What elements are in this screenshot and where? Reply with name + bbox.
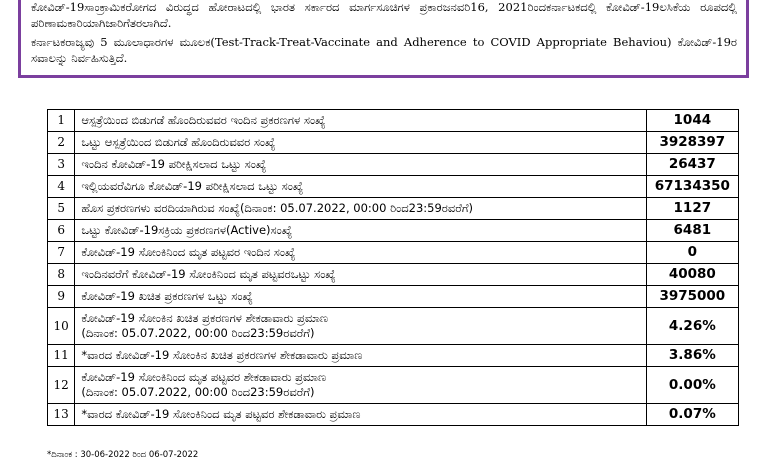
table-row (48, 220, 739, 242)
table-row (48, 404, 739, 426)
row-value: 40080 (646, 264, 738, 286)
row-label: ಕೋವಿಡ್-19 ಸೋಂಕಿನಿಂದ ಮೃತ ಪಟ್ಟವರ ಇಂದಿನ ಸಂಖ್ಯೆ (75, 242, 646, 264)
row-label: ಆಸ್ಪತ್ರೆಯಿಂದ ಬಿಡುಗಡೆ ಹೊಂದಿರುವವರ ಇಂದಿನ ಪ್ರಕರಣಗಳ ಸಂಖ್ಯೆ (75, 110, 646, 132)
row-number: 12 (48, 367, 75, 404)
row-value: 3975000 (646, 286, 738, 308)
row-value: 26437 (646, 154, 738, 176)
footnote: *ದಿನಾಂಕ : 30-06-2022 ರಿಂದ 06-07-2022 (47, 450, 199, 460)
table-row (48, 176, 739, 198)
row-number: 13 (48, 404, 75, 426)
row-label: ಇಲ್ಲಿಯವರೆವಿಗೂ ಕೋವಿಡ್-19 ಪರೀಕ್ಷಿಸಲಾದ ಒಟ್ಟು ಸಂಖ್ಯೆ (75, 176, 646, 198)
row-number: 11 (48, 345, 75, 367)
row-number: 6 (48, 220, 75, 242)
table-row (48, 286, 739, 308)
row-value: 1044 (646, 110, 738, 132)
row-number: 7 (48, 242, 75, 264)
row-number: 5 (48, 198, 75, 220)
table-row (48, 345, 739, 367)
row-label: ಹೊಸ ಪ್ರಕರಣಗಳು ವರದಿಯಾಗಿರುವ ಸಂಖ್ಯೆ(ದಿನಾಂಕ: 05.07.2022, 00:00 ರಿಂದ23:59ರವರೆಗೆ) (75, 198, 646, 220)
row-label-date: (ದಿನಾಂಕ: 05.07.2022, 00:00 ರಿಂದ23:59ರವರೆಗೆ) (81, 385, 315, 399)
table-row (48, 264, 739, 286)
row-value: 67134350 (646, 176, 738, 198)
row-label (75, 367, 646, 404)
table-row (48, 367, 739, 404)
row-label: ಕೋವಿಡ್-19 ಖಚಿತ ಪ್ರಕರಣಗಳ ಒಟ್ಟು ಸಂಖ್ಯೆ (75, 286, 646, 308)
row-label: ಇಂದಿನವರೆಗೆ ಕೋವಿಡ್-19 ಸೋಂಕಿನಿಂದ ಮೃತ ಪಟ್ಟವರಒಟ್ಟು ಸಂಖ್ಯೆ (75, 264, 646, 286)
notice-box (18, 0, 749, 78)
table-row (48, 198, 739, 220)
row-number: 4 (48, 176, 75, 198)
row-number: 1 (48, 110, 75, 132)
row-label (75, 308, 646, 345)
table-row (48, 242, 739, 264)
notice-paragraph-vaccination: ಕೋವಿಡ್-19ಸಾಂಕ್ರಾಮಿಕರೋಗದ ವಿರುದ್ಧದ ಹೋರಾಟದಲ್ಲಿ ಭಾರತ ಸರ್ಕಾರದ ಮಾರ್ಗಸೂಚಿಗಳ ಪ್ರಕಾರಜನವರಿ16, 2021ರಿಂದಕರ್ನಾಟಕದಲ್ಲಿ ಕೋವಿಡ್-19ಲಸಿಕೆಯ ರೂಪದಲ್ಲಿ ಪರಿಣಾಮಕಾರಿಯಾಗಿಜಾರಿಗೆತರಲಾಗಿದೆ. (31, 0, 737, 30)
table-row (48, 154, 739, 176)
row-value: 0 (646, 242, 738, 264)
row-value: 0.07% (646, 404, 738, 426)
covid-stats-table (47, 109, 739, 426)
row-label: ಒಟ್ಟು ಕೋವಿಡ್-19ಸಕ್ರಿಯ ಪ್ರಕರಣಗಳ(Active)ಸಂಖ್ಯೆ (75, 220, 646, 242)
row-number: 10 (48, 308, 75, 345)
row-label: *ವಾರದ ಕೋವಿಡ್-19 ಸೋಂಕಿನಿಂದ ಮೃತ ಪಟ್ಟವರ ಶೇಕಡಾವಾರು ಪ್ರಮಾಣ (75, 404, 646, 426)
row-number: 3 (48, 154, 75, 176)
row-label-date: (ದಿನಾಂಕ: 05.07.2022, 00:00 ರಿಂದ23:59ರವರೆಗೆ) (81, 326, 315, 340)
notice-paragraph-strategy: ಕರ್ನಾಟಕರಾಜ್ಯವು 5 ಮೂಲಾಧಾರಗಳ ಮೂಲಕ(Test-Track-Treat-Vaccinate and Adherence to COVID Appropriate Behaviou) ಕೋವಿಡ್-19ರ ಸವಾಲನ್ನು ನಿರ್ವಹಿಸುತ್ತಿದೆ. (31, 35, 737, 65)
row-number: 2 (48, 132, 75, 154)
row-label: *ವಾರದ ಕೋವಿಡ್-19 ಸೋಂಕಿನ ಖಚಿತ ಪ್ರಕರಣಗಳ ಶೇಕಡಾವಾರು ಪ್ರಮಾಣ (75, 345, 646, 367)
row-number: 8 (48, 264, 75, 286)
table-row (48, 110, 739, 132)
row-value: 0.00% (646, 367, 738, 404)
row-value: 1127 (646, 198, 738, 220)
row-value: 4.26% (646, 308, 738, 345)
table-row (48, 132, 739, 154)
row-label-line: ಕೋವಿಡ್-19 ಸೋಂಕಿನಿಂದ ಮೃತ ಪಟ್ಟವರ ಶೇಕಡಾವಾರು ಪ್ರಮಾಣ (81, 370, 327, 384)
row-label: ಇಂದಿನ ಕೋವಿಡ್-19 ಪರೀಕ್ಷಿಸಲಾದ ಒಟ್ಟು ಸಂಖ್ಯೆ (75, 154, 646, 176)
row-value: 3928397 (646, 132, 738, 154)
row-number: 9 (48, 286, 75, 308)
row-value: 6481 (646, 220, 738, 242)
row-value: 3.86% (646, 345, 738, 367)
table-row (48, 308, 739, 345)
row-label: ಒಟ್ಟು ಆಸ್ಪತ್ರೆಯಿಂದ ಬಿಡುಗಡೆ ಹೊಂದಿರುವವರ ಸಂಖ್ಯೆ (75, 132, 646, 154)
row-label-line: ಕೋವಿಡ್-19 ಸೋಂಕಿನ ಖಚಿತ ಪ್ರಕರಣಗಳ ಶೇಕಡಾವಾರು ಪ್ರಮಾಣ (81, 311, 329, 325)
